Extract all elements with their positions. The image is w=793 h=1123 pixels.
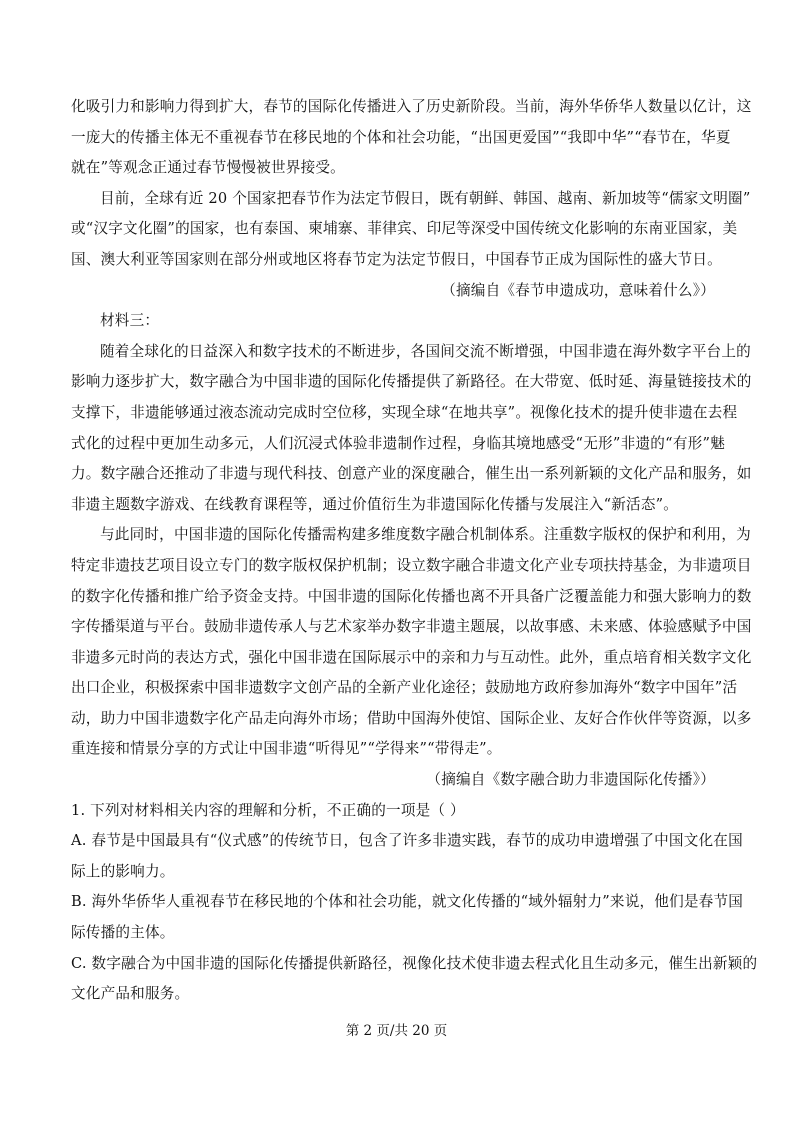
- material-heading: 材料三：: [100, 312, 160, 330]
- text-line: 特定非遗技艺项目设立专门的数字版权保护机制；设立数字融合非遗文化产业专项扶持基金，为非遗项目: [71, 556, 752, 574]
- text-line: 就在”等观念正通过春节慢慢被世界接受。: [71, 159, 345, 177]
- text-line: 影响力逐步扩大，数字融合为中国非遗的国际化传播提供了新路径。在大带宽、低时延、海量链接技术的: [71, 373, 752, 391]
- text-line: 化吸引力和影响力得到扩大，春节的国际化传播进入了历史新阶段。当前，海外华侨华人数量以亿计，这: [71, 98, 752, 115]
- text-line: 重连接和情景分享的方式让中国非遗“听得见”“学得来”“带得走”。: [71, 740, 502, 758]
- text-line: 支撑下，非遗能够通过液态流动完成时空位移，实现全球“在地共享”。视像化技术的提升使非遗在去程: [71, 403, 738, 421]
- text-line: 或“汉字文化圈”的国家，也有泰国、柬埔寨、菲律宾、印尼等深受中国传统文化影响的东南亚国家，美: [71, 220, 738, 238]
- text-line: 字传播渠道与平台。鼓励非遗传承人与艺术家举办数字非遗主题展，以故事感、未来感、体验感赋予中国: [71, 618, 752, 636]
- paragraph-festival-countries: [71, 184, 751, 276]
- text-line: 的数字化传播和推广给予资金支持。中国非遗的国际化传播也离不开具备广泛覆盖能力和强大影响力的数: [71, 587, 752, 605]
- text-line: 出口企业，积极探索中国非遗数字文创产品的全新产业化途径；鼓励地方政府参加海外“数字中国年”活: [71, 679, 738, 697]
- paragraph-digital-fusion: [71, 337, 752, 521]
- text-line: 国、澳大利亚等国家则在部分州或地区将春节定为法定节假日，中国春节正成为国际性的盛大节日。: [71, 250, 722, 268]
- option-a: [71, 826, 743, 887]
- text-line: 非遗多元时尚的表达方式，强化中国非遗在国际展示中的亲和力与互动性。此外，重点培育相关数字文化: [71, 648, 752, 666]
- option-line: 文化产品和服务。: [71, 985, 190, 1003]
- source-citation: （摘编自《数字融合助力非遗国际化传播》）: [426, 771, 715, 789]
- page-number-footer: 第 2 页/共 20 页: [345, 1023, 448, 1039]
- option-line: C. 数字融合为中国非遗的国际化传播提供新路径，视像化技术使非遗去程式化且生动多元，催生出新颖的: [71, 954, 758, 972]
- source-citation: （摘编自《春节申遗成功，意味着什么》）: [441, 281, 715, 299]
- text-line: 与此同时，中国非遗的国际化传播需构建多维度数字融合机制体系。注重数字版权的保护和利用，为: [100, 526, 751, 544]
- option-line: A. 春节是中国最具有“仪式感”的传统节日，包含了许多非遗实践，春节的成功申遗增强了中国文化在国: [71, 832, 743, 850]
- option-line: 际传播的主体。: [71, 924, 175, 942]
- text-line: 随着全球化的日益深入和数字技术的不断进步，各国间交流不断增强，中国非遗在海外数字平台上的: [100, 342, 751, 360]
- question-stem: 1. 下列对材料相关内容的理解和分析，不正确的一项是（ ）: [71, 801, 465, 819]
- text-line: 动，助力中国非遗数字化产品走向海外市场；借助中国海外使馆、国际企业、友好合作伙伴等资源，以多: [71, 709, 752, 727]
- paragraph-mechanism: [71, 520, 752, 765]
- paragraph-continued: [71, 92, 752, 184]
- text-line: 一庞大的传播主体无不重视春节在移民地的个体和社会功能，“出国更爱国”“我即中华”“春节在，华夏: [71, 128, 731, 146]
- option-line: B. 海外华侨华人重视春节在移民地的个体和社会功能，就文化传播的“域外辐射力”来说，他们是春节国: [71, 893, 744, 911]
- option-b: [71, 887, 744, 948]
- document-page: [71, 92, 758, 1010]
- text-line: 非遗主题数字游戏、在线教育课程等，通过价值衍生为非遗国际化传播与发展注入“新活态”。: [71, 495, 679, 513]
- text-line: 力。数字融合还推动了非遗与现代科技、创意产业的深度融合，催生出一系列新颖的文化产品和服务，如: [71, 465, 752, 483]
- option-line: 际上的影响力。: [71, 862, 175, 880]
- text-line: 目前，全球有近 20 个国家把春节作为法定节假日，既有朝鲜、韩国、越南、新加坡等“儒家文明圈”: [100, 189, 751, 207]
- question-block: [71, 796, 758, 1010]
- text-line: 式化的过程中更加生动多元，人们沉浸式体验非遗制作过程，身临其境地感受“无形”非遗的“有形”魅: [71, 434, 725, 452]
- option-c: [71, 949, 758, 1010]
